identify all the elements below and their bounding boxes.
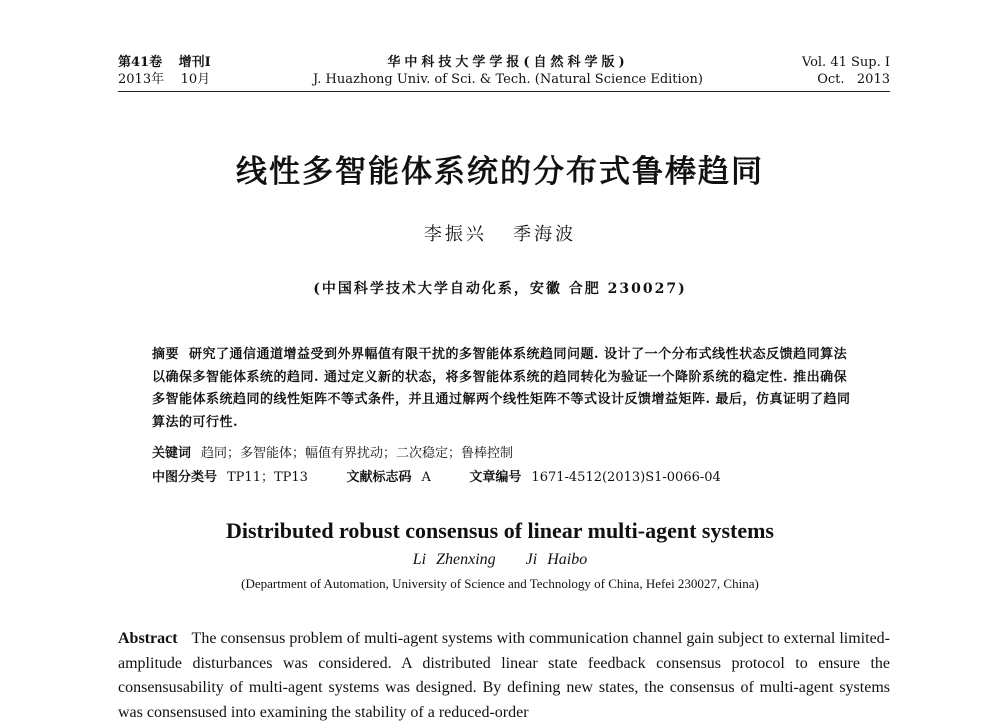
abstract-cn-text: 研究了通信通道增益受到外界幅值有限干扰的多智能体系统趋同问题. 设计了一个分布式线性状态反馈趋同算法以确保多智能体系统的趋同. 通过定义新的状态，将多智能体系统的趋同转化为验证一个降阶系统的稳定性. 推出确保多智能体系统趋同的线性矩阵不等式条件，并且通过解两个线性矩阵不等式设计反馈增益矩阵. 最后，仿真证明了趋同算法的可行性. (152, 347, 851, 430)
clc-label: 中图分类号 (152, 470, 218, 485)
title-cn: 线性多智能体系统的分布式鲁棒趋同 (236, 154, 764, 190)
keywords-cn-label: 关键词 (152, 446, 192, 461)
header-date-en: Oct. 2013 (817, 72, 890, 87)
header-volume-cn: 第41卷 (118, 55, 163, 70)
header-journal (293, 54, 723, 88)
header-year-cn: 2013年 (118, 72, 165, 87)
abstract-en-text: The consensus problem of multi-agent systems with communication channel gain subject to external limited-amplitude disturbances was considered. A distributed linear state feedback consensus protocol to ensure the consensusability of multi-agent systems was designed. By defining new states, the consensus of multi-agent systems was consensused into examining the stability of a reduced-order (118, 630, 890, 721)
header-rule (118, 91, 890, 92)
header-volume-en: Vol. 41 Sup. Ⅰ (801, 55, 890, 70)
abstract-cn-label: 摘要 (152, 347, 180, 362)
article-no-label: 文章编号 (469, 470, 522, 485)
header-issue-info (118, 54, 211, 88)
clc-value: TP11；TP13 (227, 470, 308, 485)
abstract-cn (152, 344, 858, 434)
header-journal-cn: 华中科技大学学报(自然科学版) (387, 55, 629, 70)
article-no-value: 1671-4512(2013)S1-0066-04 (531, 470, 721, 485)
doc-code-value: A (421, 470, 431, 485)
authors-cn: 李振兴 季海波 (423, 224, 577, 245)
abstract-en-label: Abstract (118, 630, 178, 647)
affiliation-cn: (中国科学技术大学自动化系，安徽 合肥 230027) (313, 281, 687, 297)
title-en: Distributed robust consensus of linear multi-agent systems (226, 518, 774, 543)
header-journal-en: J. Huazhong Univ. of Sci. & Tech. (Natural Science Edition) (313, 72, 703, 87)
header-issue-cn: 增刊Ⅰ (178, 55, 211, 70)
abstract-en (118, 627, 890, 725)
header-month-cn: 10月 (180, 72, 211, 87)
keywords-cn (152, 442, 858, 461)
classification-line (152, 466, 858, 485)
authors-en: Li Zhenxing Ji Haibo (412, 551, 588, 568)
affiliation-en: (Department of Automation, University of Science and Technology of China, Hefei 230027, China) (241, 576, 759, 591)
keywords-cn-text: 趋同；多智能体；幅值有界扰动；二次稳定；鲁棒控制 (201, 446, 514, 461)
doc-code-label: 文献标志码 (346, 470, 412, 485)
running-header (118, 54, 890, 94)
header-volume-info (802, 54, 890, 88)
